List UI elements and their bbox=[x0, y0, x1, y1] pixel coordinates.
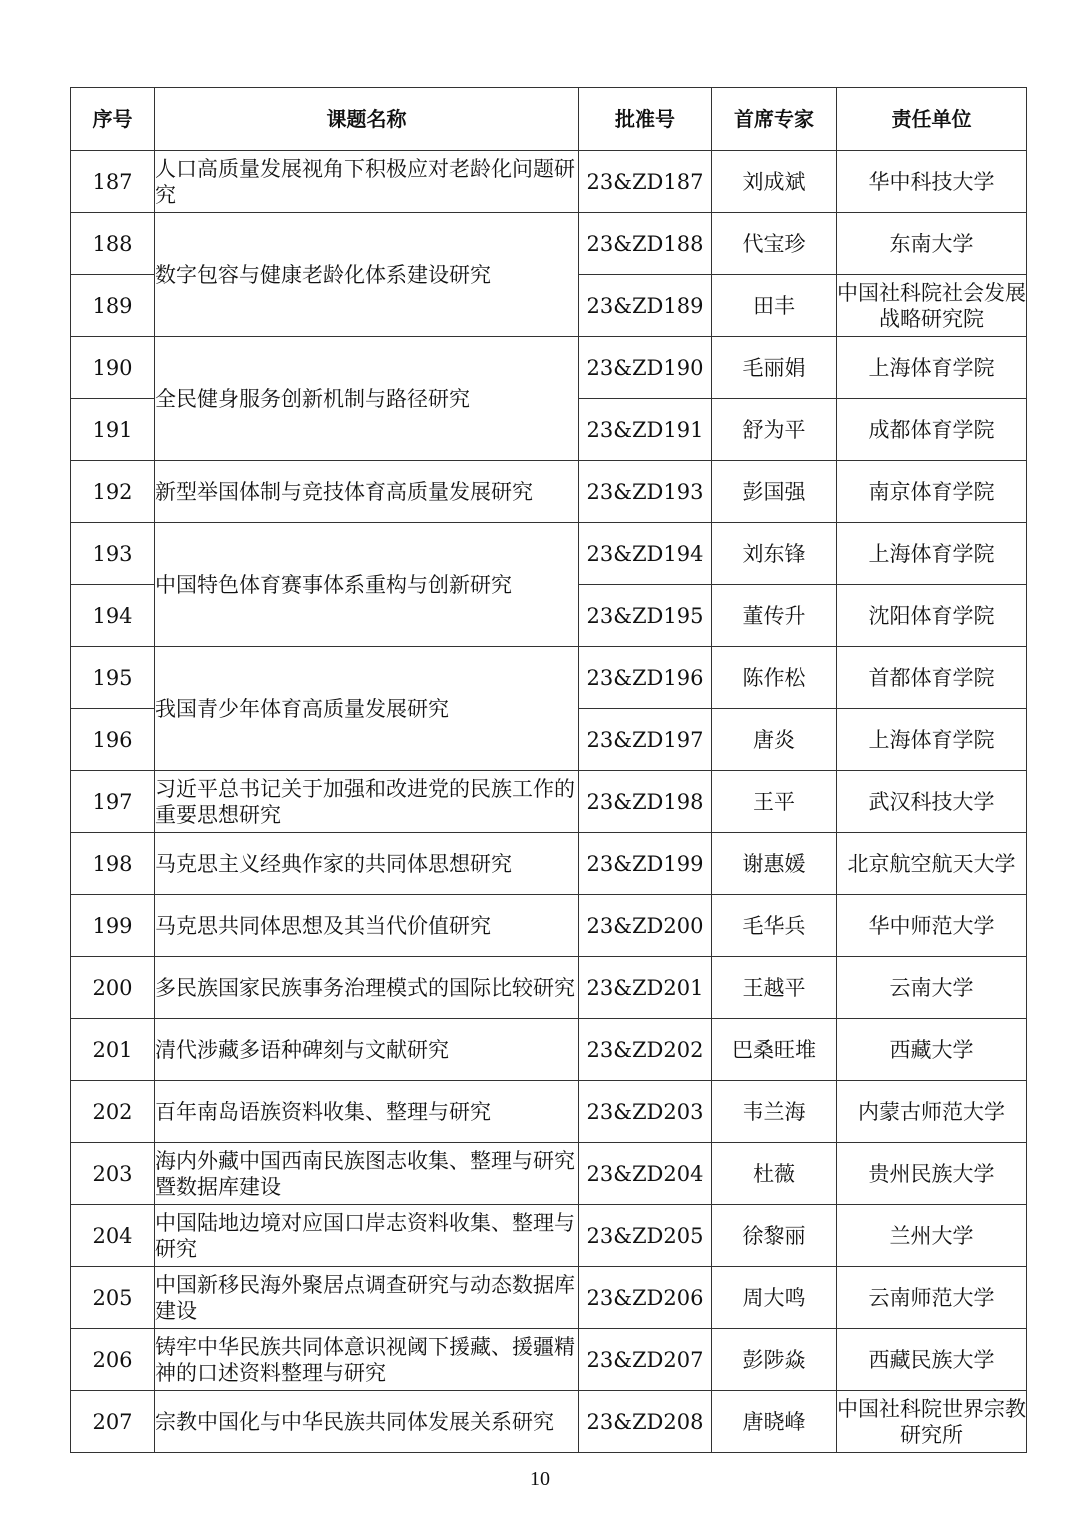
row-chief-expert: 杜薇 bbox=[712, 1143, 837, 1205]
row-index: 204 bbox=[71, 1205, 155, 1267]
row-index: 187 bbox=[71, 151, 155, 213]
row-index: 203 bbox=[71, 1143, 155, 1205]
row-title: 中国新移民海外聚居点调查研究与动态数据库建设 bbox=[155, 1267, 579, 1329]
row-responsible-unit: 兰州大学 bbox=[837, 1205, 1027, 1267]
row-title: 百年南岛语族资料收集、整理与研究 bbox=[155, 1081, 579, 1143]
row-title: 人口高质量发展视角下积极应对老龄化问题研究 bbox=[155, 151, 579, 213]
table-row bbox=[71, 213, 1027, 275]
row-index: 205 bbox=[71, 1267, 155, 1329]
row-responsible-unit: 云南大学 bbox=[837, 957, 1027, 1019]
row-approval-number: 23&ZD189 bbox=[579, 275, 712, 337]
row-approval-number: 23&ZD204 bbox=[579, 1143, 712, 1205]
row-approval-number: 23&ZD198 bbox=[579, 771, 712, 833]
table-row bbox=[71, 647, 1027, 709]
row-title: 中国陆地边境对应国口岸志资料收集、整理与研究 bbox=[155, 1205, 579, 1267]
row-responsible-unit: 沈阳体育学院 bbox=[837, 585, 1027, 647]
row-chief-expert: 彭陟焱 bbox=[712, 1329, 837, 1391]
header-title: 课题名称 bbox=[155, 88, 579, 151]
row-responsible-unit: 华中师范大学 bbox=[837, 895, 1027, 957]
page-number: 10 bbox=[530, 1468, 550, 1490]
table-header-row bbox=[71, 88, 1027, 151]
row-approval-number: 23&ZD206 bbox=[579, 1267, 712, 1329]
project-table bbox=[70, 87, 1027, 1453]
row-approval-number: 23&ZD202 bbox=[579, 1019, 712, 1081]
table-row bbox=[71, 151, 1027, 213]
header-index: 序号 bbox=[71, 88, 155, 151]
row-index: 200 bbox=[71, 957, 155, 1019]
row-approval-number: 23&ZD200 bbox=[579, 895, 712, 957]
row-chief-expert: 彭国强 bbox=[712, 461, 837, 523]
row-approval-number: 23&ZD188 bbox=[579, 213, 712, 275]
row-responsible-unit: 上海体育学院 bbox=[837, 523, 1027, 585]
table-row bbox=[71, 337, 1027, 399]
row-index: 202 bbox=[71, 1081, 155, 1143]
row-chief-expert: 田丰 bbox=[712, 275, 837, 337]
row-approval-number: 23&ZD208 bbox=[579, 1391, 712, 1453]
row-approval-number: 23&ZD197 bbox=[579, 709, 712, 771]
row-index: 206 bbox=[71, 1329, 155, 1391]
row-responsible-unit: 西藏大学 bbox=[837, 1019, 1027, 1081]
table-row bbox=[71, 1081, 1027, 1143]
row-chief-expert: 王越平 bbox=[712, 957, 837, 1019]
table-row bbox=[71, 523, 1027, 585]
row-title: 全民健身服务创新机制与路径研究 bbox=[155, 337, 579, 461]
row-responsible-unit: 贵州民族大学 bbox=[837, 1143, 1027, 1205]
row-index: 198 bbox=[71, 833, 155, 895]
row-responsible-unit: 华中科技大学 bbox=[837, 151, 1027, 213]
row-chief-expert: 舒为平 bbox=[712, 399, 837, 461]
row-chief-expert: 王平 bbox=[712, 771, 837, 833]
row-approval-number: 23&ZD203 bbox=[579, 1081, 712, 1143]
row-approval-number: 23&ZD191 bbox=[579, 399, 712, 461]
row-responsible-unit: 南京体育学院 bbox=[837, 461, 1027, 523]
row-approval-number: 23&ZD201 bbox=[579, 957, 712, 1019]
row-responsible-unit: 内蒙古师范大学 bbox=[837, 1081, 1027, 1143]
row-chief-expert: 毛华兵 bbox=[712, 895, 837, 957]
row-responsible-unit: 中国社科院社会发展战略研究院 bbox=[837, 275, 1027, 337]
table-row bbox=[71, 1019, 1027, 1081]
row-chief-expert: 巴桑旺堆 bbox=[712, 1019, 837, 1081]
row-index: 201 bbox=[71, 1019, 155, 1081]
row-title: 中国特色体育赛事体系重构与创新研究 bbox=[155, 523, 579, 647]
row-approval-number: 23&ZD190 bbox=[579, 337, 712, 399]
row-title: 清代涉藏多语种碑刻与文献研究 bbox=[155, 1019, 579, 1081]
row-chief-expert: 陈作松 bbox=[712, 647, 837, 709]
header-approval-number: 批准号 bbox=[579, 88, 712, 151]
row-title: 铸牢中华民族共同体意识视阈下援藏、援疆精神的口述资料整理与研究 bbox=[155, 1329, 579, 1391]
row-chief-expert: 毛丽娟 bbox=[712, 337, 837, 399]
row-responsible-unit: 上海体育学院 bbox=[837, 337, 1027, 399]
row-responsible-unit: 成都体育学院 bbox=[837, 399, 1027, 461]
row-approval-number: 23&ZD207 bbox=[579, 1329, 712, 1391]
row-index: 188 bbox=[71, 213, 155, 275]
row-index: 199 bbox=[71, 895, 155, 957]
row-chief-expert: 刘东锋 bbox=[712, 523, 837, 585]
row-approval-number: 23&ZD187 bbox=[579, 151, 712, 213]
header-chief-expert: 首席专家 bbox=[712, 88, 837, 151]
row-index: 189 bbox=[71, 275, 155, 337]
row-responsible-unit: 北京航空航天大学 bbox=[837, 833, 1027, 895]
table-row bbox=[71, 1391, 1027, 1453]
row-title: 数字包容与健康老龄化体系建设研究 bbox=[155, 213, 579, 337]
row-responsible-unit: 云南师范大学 bbox=[837, 1267, 1027, 1329]
table-row bbox=[71, 895, 1027, 957]
row-chief-expert: 董传升 bbox=[712, 585, 837, 647]
row-chief-expert: 代宝珍 bbox=[712, 213, 837, 275]
row-responsible-unit: 武汉科技大学 bbox=[837, 771, 1027, 833]
row-approval-number: 23&ZD195 bbox=[579, 585, 712, 647]
row-index: 207 bbox=[71, 1391, 155, 1453]
row-index: 192 bbox=[71, 461, 155, 523]
row-chief-expert: 唐炎 bbox=[712, 709, 837, 771]
table-row bbox=[71, 1143, 1027, 1205]
table-row bbox=[71, 957, 1027, 1019]
row-chief-expert: 唐晓峰 bbox=[712, 1391, 837, 1453]
row-index: 190 bbox=[71, 337, 155, 399]
row-approval-number: 23&ZD196 bbox=[579, 647, 712, 709]
row-title: 海内外藏中国西南民族图志收集、整理与研究暨数据库建设 bbox=[155, 1143, 579, 1205]
row-approval-number: 23&ZD194 bbox=[579, 523, 712, 585]
table-row bbox=[71, 1205, 1027, 1267]
row-approval-number: 23&ZD205 bbox=[579, 1205, 712, 1267]
header-responsible-unit: 责任单位 bbox=[837, 88, 1027, 151]
row-title: 宗教中国化与中华民族共同体发展关系研究 bbox=[155, 1391, 579, 1453]
row-chief-expert: 刘成斌 bbox=[712, 151, 837, 213]
row-responsible-unit: 东南大学 bbox=[837, 213, 1027, 275]
row-chief-expert: 韦兰海 bbox=[712, 1081, 837, 1143]
row-index: 197 bbox=[71, 771, 155, 833]
table-row bbox=[71, 1267, 1027, 1329]
row-approval-number: 23&ZD193 bbox=[579, 461, 712, 523]
row-title: 马克思主义经典作家的共同体思想研究 bbox=[155, 833, 579, 895]
row-index: 191 bbox=[71, 399, 155, 461]
table-row bbox=[71, 771, 1027, 833]
row-responsible-unit: 西藏民族大学 bbox=[837, 1329, 1027, 1391]
row-index: 196 bbox=[71, 709, 155, 771]
row-responsible-unit: 首都体育学院 bbox=[837, 647, 1027, 709]
row-responsible-unit: 上海体育学院 bbox=[837, 709, 1027, 771]
table-row bbox=[71, 461, 1027, 523]
table-row bbox=[71, 1329, 1027, 1391]
row-title: 马克思共同体思想及其当代价值研究 bbox=[155, 895, 579, 957]
row-index: 193 bbox=[71, 523, 155, 585]
row-title: 习近平总书记关于加强和改进党的民族工作的重要思想研究 bbox=[155, 771, 579, 833]
row-index: 194 bbox=[71, 585, 155, 647]
row-responsible-unit: 中国社科院世界宗教研究所 bbox=[837, 1391, 1027, 1453]
table-row bbox=[71, 833, 1027, 895]
row-chief-expert: 周大鸣 bbox=[712, 1267, 837, 1329]
row-title: 我国青少年体育高质量发展研究 bbox=[155, 647, 579, 771]
row-title: 新型举国体制与竞技体育高质量发展研究 bbox=[155, 461, 579, 523]
row-index: 195 bbox=[71, 647, 155, 709]
row-chief-expert: 谢惠媛 bbox=[712, 833, 837, 895]
row-title: 多民族国家民族事务治理模式的国际比较研究 bbox=[155, 957, 579, 1019]
row-chief-expert: 徐黎丽 bbox=[712, 1205, 837, 1267]
row-approval-number: 23&ZD199 bbox=[579, 833, 712, 895]
